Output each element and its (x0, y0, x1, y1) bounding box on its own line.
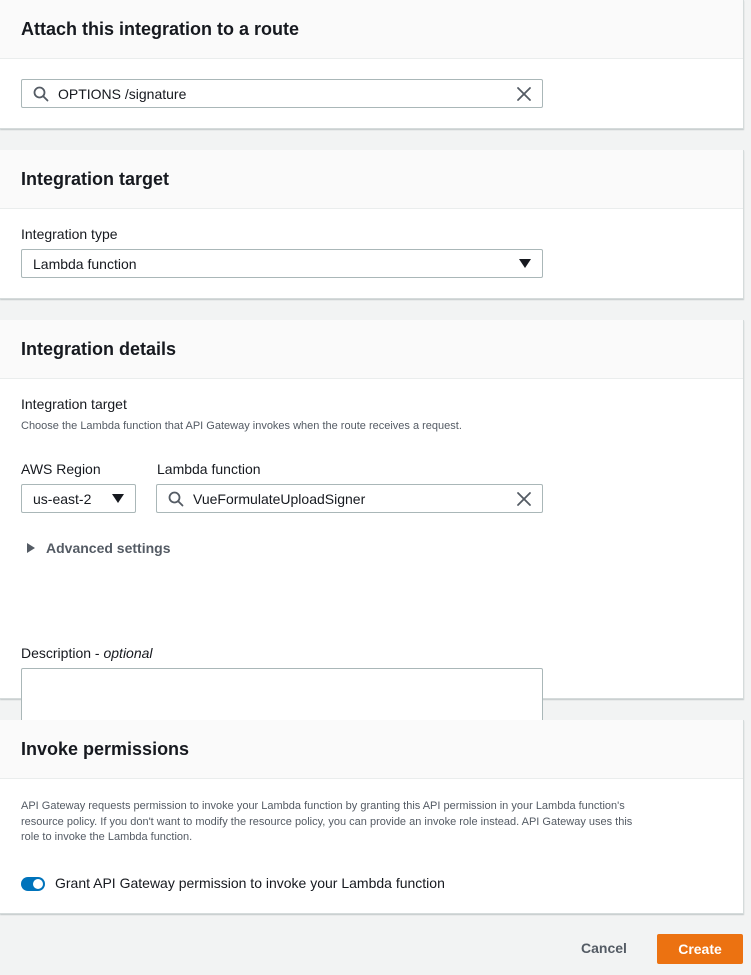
caret-down-icon (112, 494, 124, 504)
route-search-value: OPTIONS /signature (58, 85, 187, 102)
advanced-settings-toggle[interactable] (27, 540, 170, 556)
lambda-function-input[interactable] (156, 484, 543, 513)
invoke-permissions-description (21, 799, 632, 846)
description-optional-tag: optional (103, 645, 153, 661)
invoke-permissions-panel (0, 720, 744, 914)
integration-details-header (0, 320, 743, 379)
search-icon (168, 491, 184, 507)
create-button[interactable]: Create (657, 934, 743, 964)
aws-region-value: us-east-2 (33, 490, 92, 507)
integration-type-value: Lambda function (33, 255, 137, 272)
route-panel-title: Attach this integration to a route (21, 18, 300, 39)
integration-target-panel (0, 150, 744, 299)
integration-type-select[interactable] (21, 249, 543, 278)
integration-details-title: Integration details (21, 338, 177, 359)
details-target-description: Choose the Lambda function that API Gateway invokes when the route receives a request. (21, 420, 462, 432)
lambda-function-value: VueFormulateUploadSigner (193, 490, 366, 507)
integration-target-body (0, 209, 743, 298)
grant-permission-toggle[interactable] (21, 877, 45, 891)
lambda-function-label: Lambda function (157, 461, 261, 477)
caret-right-icon (27, 543, 35, 553)
route-panel (0, 0, 744, 129)
advanced-settings-label: Advanced settings (46, 540, 171, 556)
invoke-permissions-header (0, 720, 743, 779)
invoke-permissions-body (0, 779, 743, 913)
invoke-permissions-title: Invoke permissions (21, 738, 190, 759)
description-label-row (21, 645, 153, 661)
search-icon (33, 86, 49, 102)
description-label-sep: - (94, 645, 104, 661)
integration-target-header (0, 150, 743, 209)
permissions-desc-line: API Gateway requests permission to invoke your Lambda function by granting this API permission in your Lambda function's (21, 800, 625, 812)
aws-region-select[interactable] (21, 484, 136, 513)
clear-icon[interactable] (516, 491, 532, 507)
details-target-label: Integration target (21, 396, 127, 412)
route-panel-header (0, 0, 743, 59)
integration-details-panel (0, 320, 744, 699)
grant-permission-label: Grant API Gateway permission to invoke your Lambda function (55, 875, 445, 891)
caret-down-icon (519, 259, 531, 269)
clear-icon[interactable] (516, 86, 532, 102)
permissions-desc-line: resource policy. If you don't want to modify the resource policy, you can provide an invoke role instead. API Gateway uses this (21, 815, 633, 828)
integration-target-title: Integration target (21, 168, 170, 189)
cancel-button[interactable]: Cancel (581, 940, 627, 956)
route-panel-body (0, 59, 743, 128)
description-label-text: Description (21, 645, 92, 661)
toggle-knob (33, 879, 43, 889)
aws-region-label: AWS Region (21, 461, 101, 477)
integration-details-body (0, 379, 743, 698)
permissions-desc-line: role to invoke the Lambda function. (21, 831, 193, 843)
integration-type-label: Integration type (21, 226, 118, 242)
route-search-input[interactable] (21, 79, 543, 108)
